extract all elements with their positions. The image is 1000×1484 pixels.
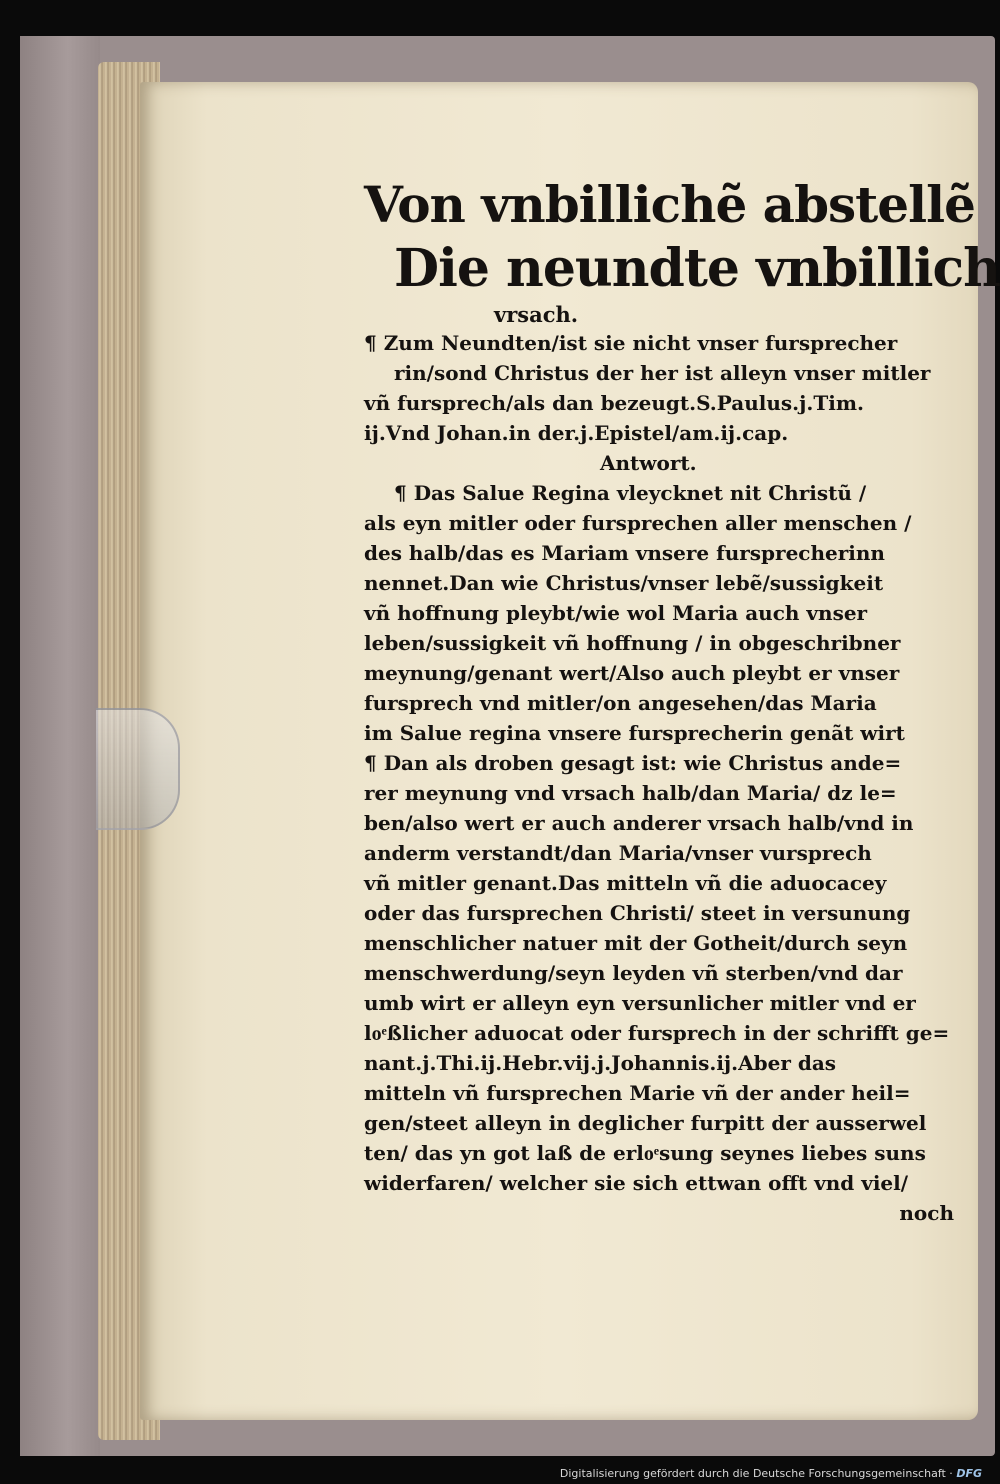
dfg-logo: DFG bbox=[956, 1467, 982, 1480]
body-line: fursprech vnd mitler/on angesehen/das Maria bbox=[364, 691, 877, 715]
body-line: ten/ das yn got laß de erloͤsung seynes liebes suns bbox=[364, 1141, 926, 1165]
body-line: ¶ Zum Neundten/ist sie nicht vnser fursprecher bbox=[364, 331, 898, 355]
body-line: menschlicher natuer mit der Gotheit/durch seyn bbox=[364, 931, 908, 955]
body-line: mitteln vñ fursprechen Marie vñ der ander heil= bbox=[364, 1081, 911, 1105]
body-line: des halb/das es Mariam vnsere fursprecherinn bbox=[364, 541, 885, 565]
body-line: loͤßlicher aduocat oder fursprech in der schrifft ge= bbox=[364, 1021, 950, 1045]
digitization-credit bbox=[560, 1467, 982, 1480]
credit-text: Digitalisierung gefördert durch die Deutsche Forschungsgemeinschaft · bbox=[559, 1467, 953, 1480]
body-line: vñ mitler genant.Das mitteln vñ die aduocacey bbox=[364, 871, 887, 895]
body-line: nant.j.Thi.ij.Hebr.vij.j.Johannis.ij.Aber das bbox=[364, 1051, 837, 1075]
body-line: gen/steet alleyn in deglicher furpitt der ausserwel bbox=[364, 1111, 927, 1135]
body-line: ¶ Das Salue Regina vleycknet nit Christũ / bbox=[394, 481, 867, 505]
body-line: ij.Vnd Johan.in der.j.Epistel/am.ij.cap. bbox=[364, 421, 789, 445]
body-line: rer meynung vnd vrsach halb/dan Maria/ dz le= bbox=[364, 781, 897, 805]
book-cover-flap bbox=[20, 36, 100, 1456]
body-line: als eyn mitler oder fursprechen aller menschen / bbox=[364, 511, 912, 535]
body-line: vñ fursprech/als dan bezeugt.S.Paulus.j.Tim. bbox=[364, 391, 864, 415]
body-line: oder das fursprechen Christi/ steet in versunung bbox=[364, 901, 911, 925]
page-text bbox=[364, 174, 1000, 1228]
heading-line-3: vrsach. bbox=[494, 302, 579, 327]
page-clip bbox=[96, 708, 180, 830]
body-line: leben/sussigkeit vñ hoffnung / in obgeschribner bbox=[364, 631, 901, 655]
body-line: menschwerdung/seyn leyden vñ sterben/vnd dar bbox=[364, 961, 903, 985]
body-line: rin/sond Christus der her ist alleyn vnser mitler bbox=[394, 361, 931, 385]
body-line: Antwort. bbox=[600, 451, 697, 475]
body-line: vñ hoffnung pleybt/wie wol Maria auch vnser bbox=[364, 601, 868, 625]
catchword: noch bbox=[899, 1201, 954, 1225]
body-line: nennet.Dan wie Christus/vnser lebẽ/sussigkeit bbox=[364, 571, 884, 595]
heading-line-1: Von vnbillichẽ abstellẽ bbox=[364, 175, 975, 234]
body-line: umb wirt er alleyn eyn versunlicher mitler vnd er bbox=[364, 991, 916, 1015]
body-line: ¶ Dan als droben gesagt ist: wie Christus ande= bbox=[364, 751, 902, 775]
body-line: meynung/genant wert/Also auch pleybt er vnser bbox=[364, 661, 900, 685]
body-line: widerfaren/ welcher sie sich ettwan offt vnd viel/ bbox=[364, 1171, 909, 1195]
heading-line-2: Die neundte vnbillich bbox=[394, 238, 1000, 299]
body-line: im Salue regina vnsere fursprecherin genãt wirt bbox=[364, 721, 905, 745]
body-line: anderm verstandt/dan Maria/vnser vursprech bbox=[364, 841, 872, 865]
body-line: ben/also wert er auch anderer vrsach halb/vnd in bbox=[364, 811, 914, 835]
